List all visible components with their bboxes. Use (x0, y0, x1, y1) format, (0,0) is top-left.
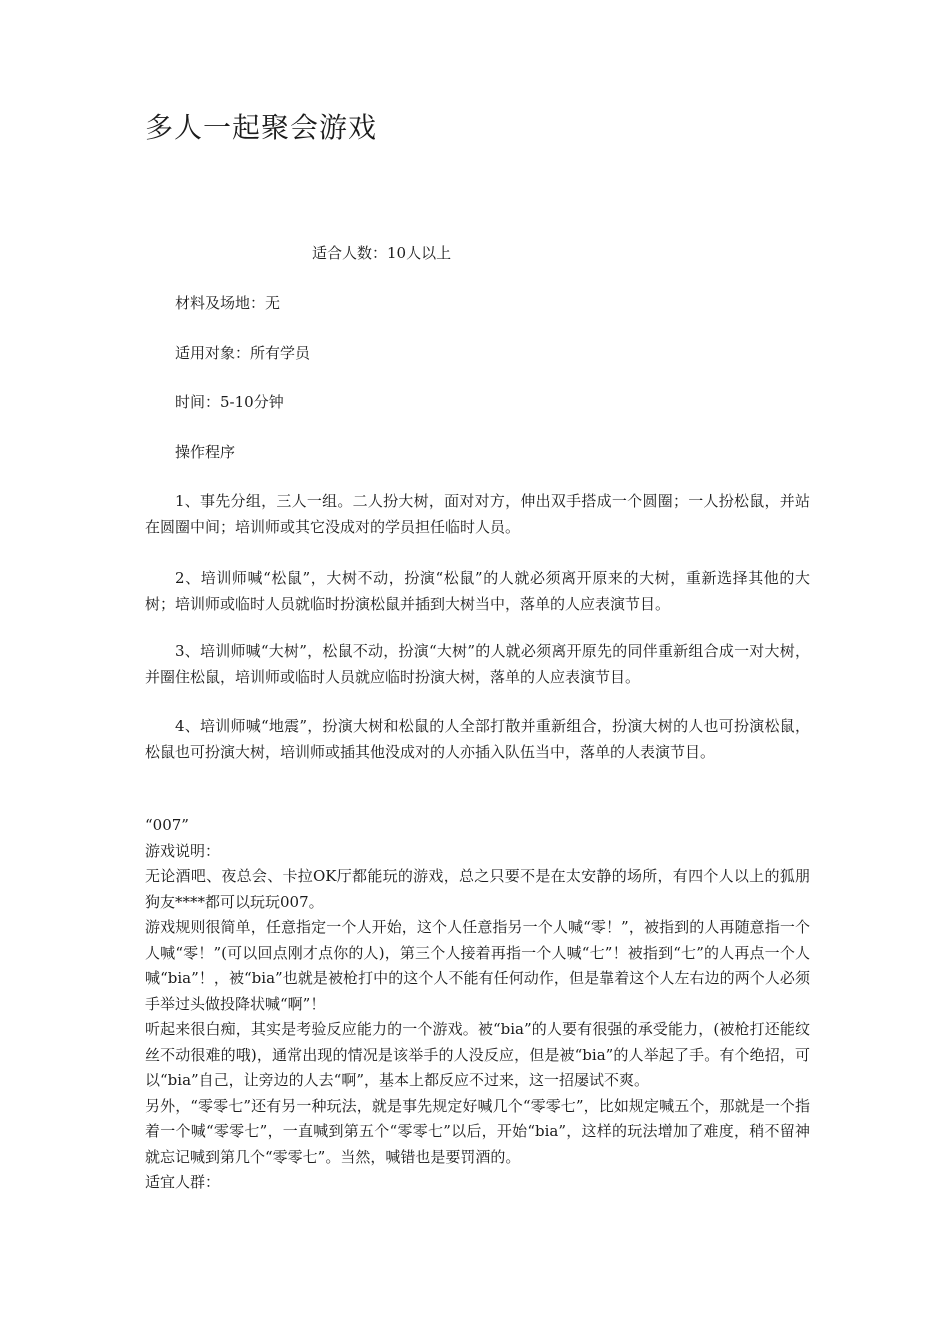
game-paragraph: 无论酒吧、夜总会、卡拉OK厅都能玩的游戏，总之只要不是在太安静的场所，有四个人以上的狐朋狗友****都可以玩玩007。 (145, 867, 810, 911)
players-count: 适合人数：10人以上 (312, 244, 452, 262)
procedure-heading: 操作程序 (175, 443, 236, 461)
procedure-step: 1、事先分组，三人一组。二人扮大树，面对对方，伸出双手搭成一个圆圈；一人扮松鼠，并站在圆圈中间；培训师或其它没成对的学员担任临时人员。 (145, 492, 810, 536)
procedure-step: 2、培训师喊“松鼠”，大树不动，扮演“松鼠”的人就必须离开原来的大树，重新选择其他的大树；培训师或临时人员就临时扮演松鼠并插到大树当中，落单的人应表演节目。 (145, 569, 810, 613)
procedure-step: 4、培训师喊“地震”，扮演大树和松鼠的人全部打散并重新组合，扮演大树的人也可扮演松鼠，松鼠也可扮演大树，培训师或插其他没成对的人亦插入队伍当中，落单的人表演节目。 (145, 717, 810, 761)
materials-line: 材料及场地：无 (175, 294, 281, 312)
game-name: “007” (145, 816, 189, 834)
game-007-section (145, 813, 810, 1196)
procedure-step: 3、培训师喊“大树”，松鼠不动，扮演“大树”的人就必须离开原先的同伴重新组合成一对大树，并圈住松鼠，培训师或临时人员就应临时扮演大树，落单的人应表演节目。 (145, 642, 810, 686)
page-title: 多人一起聚会游戏 (145, 111, 378, 144)
intro-heading: 游戏说明： (145, 841, 221, 860)
game-paragraph: 听起来很白痴，其实是考验反应能力的一个游戏。被“bia”的人要有很强的承受能力，(被枪打还能纹丝不动很难的哦)，通常出现的情况是该举手的人没反应，但是被“bia”的人举起了手。有个绝招，可以“bia”自己，让旁边的人去“啊”，基本上都反应不过来，这一招屡试不爽。 (145, 1020, 810, 1089)
game-paragraph: 游戏规则很简单，任意指定一个人开始，这个人任意指另一个人喊“零！”，被指到的人再随意指一个人喊“零！”(可以回点刚才点你的人)，第三个人接着再指一个人喊“七”！被指到“七”的人再点一个人喊“bia”！，被“bia”也就是被枪打中的这个人不能有任何动作，但是靠着这个人左右边的两个人必须手举过头做投降状喊“啊”！ (145, 918, 810, 1013)
audience-line: 适用对象：所有学员 (175, 344, 311, 362)
suitable-heading: 适宜人群： (145, 1173, 221, 1191)
game-paragraph: 另外，“零零七”还有另一种玩法，就是事先规定好喊几个“零零七”，比如规定喊五个，那就是一个指着一个喊“零零七”，一直喊到第五个“零零七”以后，开始“bia”，这样的玩法增加了难度，稍不留神就忘记喊到第几个“零零七”。当然，喊错也是要罚酒的。 (145, 1096, 810, 1166)
time-line: 时间：5-10分钟 (175, 393, 284, 411)
